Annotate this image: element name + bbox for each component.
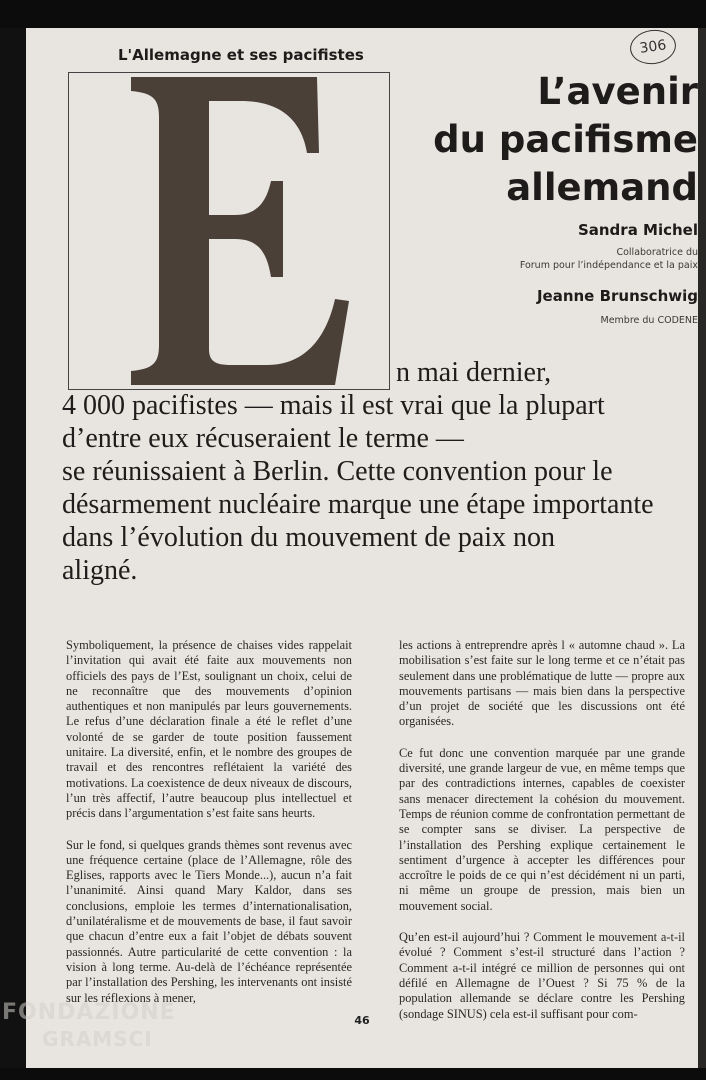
- lead-line: aligné.: [62, 555, 138, 586]
- body-paragraph: les actions à entreprendre après l « automne chaud ». La mobilisation s’est faite sur le long terme et ce n’était pas seulement dans une problématique de lutte — propre aux mouvements partisans — mais bien dans la perspective d’un projet de société que les discussions ont été organisées.: [399, 638, 685, 729]
- page-number: 46: [354, 1014, 370, 1027]
- affiliation-line: Membre du CODENE: [600, 315, 698, 326]
- author-affiliation-2: [601, 314, 699, 327]
- author-affiliation-1: [520, 246, 698, 272]
- scan-top-border: [0, 0, 706, 28]
- article-title: [433, 68, 698, 212]
- drop-cap-frame: [68, 72, 390, 390]
- lead-line: se réunissaient à Berlin. Cette convention pour le: [62, 456, 613, 487]
- body-paragraph: Ce fut donc une convention marquée par une grande diversité, une grande largeur de vue, en même temps que par des contradictions internes, capables de coexister sans menacer directement la cohésion du mouvement. Temps de réunion comme de confrontation permettant de se compter sans se diviser. La perspective de l’installation des Pershing explique certainement le sentiment d’urgence à accepter les différences pour accroître le poids de ce qui n’est décidément ni un parti, ni même un groupe de pression, mais bien un mouvement social.: [399, 745, 685, 913]
- affiliation-line: Collaboratrice du: [616, 247, 698, 258]
- lead-paragraph: [62, 356, 698, 587]
- scan-right-edge: [698, 28, 706, 1068]
- archive-watermark: [2, 1000, 176, 1052]
- title-line: L’avenir: [537, 70, 698, 113]
- author-name-1: Sandra Michel: [577, 221, 698, 239]
- section-heading: L'Allemagne et ses pacifistes: [118, 46, 364, 64]
- body-paragraph: Qu’en est-il aujourd’hui ? Comment le mouvement a-t-il évolué ? Comment s’est-il structuré dans l’action ? Comment a-t-il intégré ce million de personnes qui ont défilé en Allemagne de l’Ouest ? Si 75 % de la population allemande se déclare contre les Pershing (sondage SINUS) cela est-il suffisant pour com-: [399, 930, 685, 1021]
- watermark-line: FONDAZIONE: [2, 1000, 176, 1025]
- affiliation-line: Forum pour l’indépendance et la paix: [519, 260, 698, 271]
- lead-line: désarmement nucléaire marque une étape importante: [62, 489, 654, 520]
- lead-line: d’entre eux récuseraient le terme —: [62, 423, 464, 454]
- body-column-right: [399, 638, 685, 1038]
- handwritten-page-number: 306: [628, 27, 678, 67]
- body-paragraph: Symboliquement, la présence de chaises vides rappelait l’invitation qui avait été faite aux mouvements non officiels des pays de l’Est, soulignant un choix, celui de ne reconnaître que des mouvements d’opinion authentiques et non manipulés par leurs gouvernements. Le refus d’une déclaration finale a été le reflet d’une volonté de se garder de toute position faussement unitaire. La diversité, enfin, et le nombre des groupes de travail et des rencontres reflétaient la variété des motivations. La coexistence de deux niveaux de discours, l’un très affectif, l’autre beaucoup plus intellectuel et précis dans l’argumentation s’est faite sans heurts.: [66, 638, 352, 821]
- scan-bottom-border: [0, 1068, 706, 1080]
- body-column-left: [66, 638, 352, 1022]
- magazine-page: [26, 28, 698, 1068]
- drop-cap-letter-e: [69, 73, 389, 389]
- lead-line: n mai dernier,: [396, 357, 552, 388]
- watermark-line: GRAMSCI: [42, 1027, 153, 1051]
- lead-line: dans l’évolution du mouvement de paix non: [62, 522, 556, 553]
- body-paragraph: Sur le fond, si quelques grands thèmes sont revenus avec une fréquence certaine (place de l’Allemagne, rôle des Eglises, rapports avec le Tiers Monde...), aucun n’a fait l’unanimité. Ainsi quand Mary Kaldor, dans ses conclusions, emploie les termes d’internationalisation, d’unilatéralisme et de mouvements de base, il faut savoir que chacun d’entre eux a fait l’objet de débats souvent passionnés. Autre particularité de cette convention : la vision à long terme. Au-delà de l’échéance représentée par l’installation des Pershing, les intervenants ont insisté sur les réflexions à mener,: [66, 837, 352, 1005]
- lead-line: 4 000 pacifistes — mais il est vrai que la plupart: [62, 390, 605, 421]
- author-name-2: Jeanne Brunschwig: [536, 287, 698, 305]
- title-line: allemand: [506, 166, 698, 209]
- title-line: du pacifisme: [433, 118, 698, 161]
